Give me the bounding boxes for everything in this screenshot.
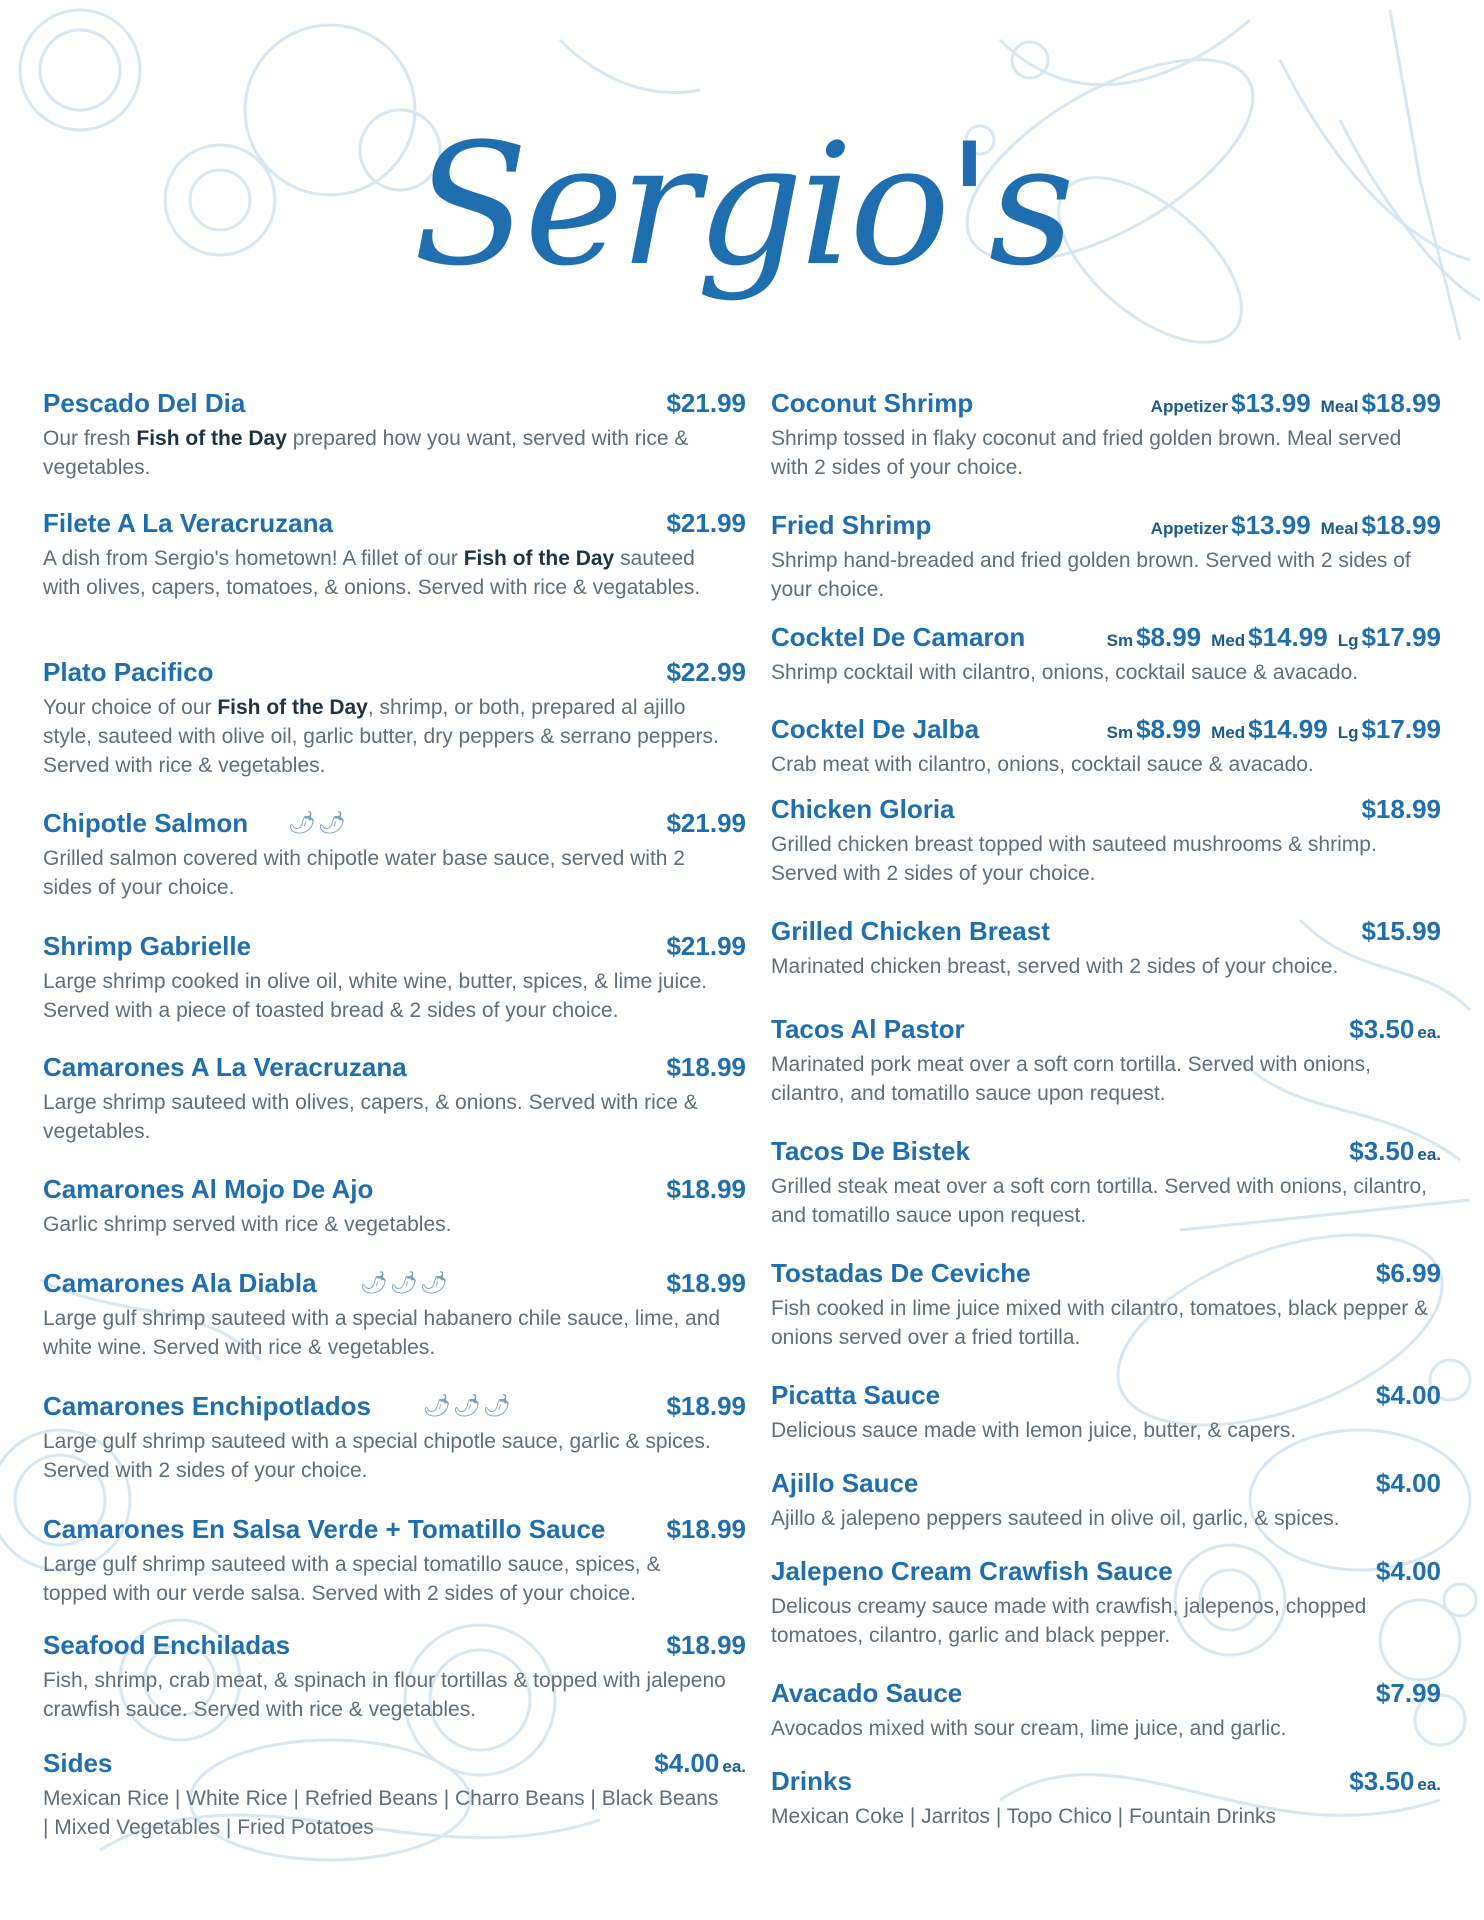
- menu-item-header: [43, 1748, 746, 1784]
- item-name: Tostadas De Ceviche: [771, 1258, 1031, 1288]
- item-description: Large gulf shrimp sauteed with a special chipotle sauce, garlic & spices. Served with 2 sides of your choice.: [43, 1430, 711, 1482]
- price-amount: $4.00: [1375, 1556, 1441, 1586]
- menu-item: [771, 916, 1441, 981]
- menu-item-header: [771, 1014, 1441, 1050]
- menu-item-header: [771, 1468, 1441, 1504]
- price-amount: $22.99: [666, 657, 746, 687]
- item-price: [1107, 714, 1441, 745]
- menu-item-header: [43, 1514, 746, 1550]
- item-price: [663, 1268, 746, 1299]
- menu-item: [43, 388, 746, 482]
- menu-item: [43, 1630, 746, 1724]
- chili-pepper-icon: 🌶🌶: [288, 810, 348, 835]
- price-amount: $4.00: [1375, 1468, 1441, 1498]
- menu-item-header: [771, 916, 1441, 952]
- item-price: [1358, 794, 1441, 825]
- item-name: Seafood Enchiladas: [43, 1630, 291, 1660]
- item-name: Camarones Enchipotlados: [43, 1391, 371, 1421]
- size-label: Sm: [1106, 631, 1134, 650]
- menu-item-header: [771, 794, 1441, 830]
- menu-item: [43, 1748, 746, 1842]
- menu-item-header: [771, 622, 1441, 658]
- menu-item: [771, 1556, 1441, 1650]
- item-name: Chicken Gloria: [771, 794, 955, 824]
- item-price: [1107, 622, 1441, 653]
- item-name: Plato Pacifico: [43, 657, 214, 687]
- size-label: Meal: [1320, 397, 1359, 416]
- price-amount: $7.99: [1375, 1678, 1441, 1708]
- menu-item: [771, 794, 1441, 888]
- item-price: [663, 1391, 746, 1422]
- item-description: A dish from Sergio's hometown! A fillet of our Fish of the Day sauteed with olives, capers, tomatoes, & onions. Served with rice & vegatables.: [43, 547, 701, 599]
- size-price: $18.99: [1361, 388, 1441, 418]
- item-description: Large shrimp cooked in olive oil, white wine, butter, spices, & lime juice. Served with a piece of toasted bread & 2 sides of your choice.: [43, 970, 708, 1022]
- price-amount: $21.99: [666, 931, 746, 961]
- item-description: Garlic shrimp served with rice & vegetables.: [43, 1213, 452, 1236]
- size-price: $17.99: [1361, 714, 1441, 744]
- item-price: [663, 388, 746, 419]
- price-amount: $21.99: [666, 508, 746, 538]
- chili-pepper-icon: 🌶🌶🌶: [423, 1393, 513, 1418]
- item-price: [1358, 916, 1441, 947]
- item-name: Chipotle Salmon: [43, 808, 249, 838]
- size-label: Appetizer: [1150, 519, 1229, 538]
- price-amount: $18.99: [666, 1174, 746, 1204]
- menu-item-header: [771, 714, 1441, 750]
- menu-item-header: [43, 1630, 746, 1666]
- menu-item: [771, 1468, 1441, 1533]
- menu-item: [771, 1678, 1441, 1743]
- menu-item: [43, 1391, 746, 1485]
- item-name: Ajillo Sauce: [771, 1468, 919, 1498]
- price-amount: $18.99: [666, 1268, 746, 1298]
- size-price: $14.99: [1248, 622, 1328, 652]
- size-price: $14.99: [1248, 714, 1328, 744]
- item-name: Camarones En Salsa Verde + Tomatillo Sauce: [43, 1514, 606, 1544]
- item-description: Shrimp hand-breaded and fried golden brown. Served with 2 sides of your choice.: [771, 549, 1411, 601]
- item-name: Shrimp Gabrielle: [43, 931, 252, 961]
- item-description: Fish, shrimp, crab meat, & spinach in flour tortillas & topped with jalepeno crawfish sauce. Served with rice & vegetables.: [43, 1669, 726, 1721]
- item-name: Jalepeno Cream Crawfish Sauce: [771, 1556, 1173, 1586]
- item-price: [1373, 1380, 1441, 1411]
- item-description: Grilled chicken breast topped with sauteed mushrooms & shrimp. Served with 2 sides of your choice.: [771, 833, 1377, 885]
- restaurant-logo: [0, 55, 1484, 355]
- item-description: Your choice of our Fish of the Day, shrimp, or both, prepared al ajillo style, sauteed with olive oil, garlic butter, dry peppers & serrano peppers. Served with rice & vegetables.: [43, 696, 719, 777]
- item-description: Ajillo & jalepeno peppers sauteed in olive oil, garlic, & spices.: [771, 1507, 1340, 1530]
- menu-item: [43, 1052, 746, 1146]
- menu-item-header: [43, 1174, 746, 1210]
- price-suffix: ea.: [1417, 1023, 1441, 1042]
- menu-item: [43, 808, 746, 902]
- item-description: Shrimp cocktail with cilantro, onions, cocktail sauce & avacado.: [771, 661, 1359, 684]
- menu-item-header: [43, 508, 746, 544]
- size-label: Med: [1211, 631, 1246, 650]
- item-price: [663, 1514, 746, 1545]
- menu-item-header: [771, 510, 1441, 546]
- menu-item: [771, 1766, 1441, 1831]
- item-price: [663, 1052, 746, 1083]
- size-price: $8.99: [1136, 622, 1202, 652]
- price-amount: $15.99: [1361, 916, 1441, 946]
- item-price: [1346, 1766, 1441, 1797]
- item-description: Shrimp tossed in flaky coconut and fried golden brown. Meal served with 2 sides of your choice.: [771, 427, 1402, 479]
- item-description: Delicious sauce made with lemon juice, butter, & capers.: [771, 1419, 1297, 1442]
- menu-item: [771, 510, 1441, 604]
- item-name: Tacos Al Pastor: [771, 1014, 965, 1044]
- menu-item: [771, 1136, 1441, 1230]
- price-suffix: ea.: [1417, 1145, 1441, 1164]
- item-name: Fried Shrimp: [771, 510, 932, 540]
- item-description: Mexican Rice | White Rice | Refried Beans | Charro Beans | Black Beans | Mixed Vegetables | Fried Potatoes: [43, 1787, 719, 1839]
- item-name: Cocktel De Jalba: [771, 714, 980, 744]
- chili-pepper-icon: 🌶🌶🌶: [360, 1270, 450, 1295]
- menu-item: [43, 1514, 746, 1608]
- item-description: Grilled salmon covered with chipotle water base sauce, served with 2 sides of your choice.: [43, 847, 685, 899]
- size-label: Med: [1211, 723, 1246, 742]
- highlight-text: Fish of the Day: [136, 427, 287, 450]
- highlight-text: Fish of the Day: [463, 547, 615, 570]
- menu-item: [43, 1268, 746, 1362]
- item-description: Marinated pork meat over a soft corn tortilla. Served with onions, cilantro, and tomatillo sauce upon request.: [771, 1053, 1371, 1105]
- menu-item-header: [771, 1136, 1441, 1172]
- menu-item-header: [43, 1268, 746, 1304]
- price-amount: $21.99: [666, 808, 746, 838]
- menu-item: [771, 714, 1441, 779]
- item-name: Tacos De Bistek: [771, 1136, 970, 1166]
- item-price: [1151, 388, 1441, 419]
- price-amount: $6.99: [1375, 1258, 1441, 1288]
- size-price: $8.99: [1136, 714, 1202, 744]
- menu-item-header: [771, 1766, 1441, 1802]
- price-amount: $3.50: [1349, 1136, 1415, 1166]
- item-description: Delicous creamy sauce made with crawfish, jalepenos, chopped tomatoes, cilantro, garlic and black pepper.: [771, 1595, 1367, 1647]
- item-price: [1346, 1136, 1441, 1167]
- item-name: Avacado Sauce: [771, 1678, 963, 1708]
- price-suffix: ea.: [1417, 1775, 1441, 1794]
- menu-item-header: [771, 1556, 1441, 1592]
- item-price: [663, 657, 746, 688]
- menu-item-header: [43, 1391, 746, 1427]
- price-amount: $4.00: [1375, 1380, 1441, 1410]
- price-suffix: ea.: [722, 1757, 746, 1776]
- price-amount: $21.99: [666, 388, 746, 418]
- price-amount: $18.99: [1361, 794, 1441, 824]
- menu-item-header: [43, 388, 746, 424]
- item-price: [1373, 1468, 1441, 1499]
- item-price: [1373, 1258, 1441, 1289]
- item-price: [663, 931, 746, 962]
- item-name: Filete A La Veracruzana: [43, 508, 333, 538]
- item-price: [663, 1174, 746, 1205]
- item-price: [651, 1748, 746, 1779]
- menu-item: [771, 1380, 1441, 1445]
- price-amount: $18.99: [666, 1630, 746, 1660]
- item-description: Large shrimp sauteed with olives, capers, & onions. Served with rice & vegetables.: [43, 1091, 698, 1143]
- item-price: [1151, 510, 1441, 541]
- item-name: Camarones A La Veracruzana: [43, 1052, 407, 1082]
- size-label: Sm: [1106, 723, 1134, 742]
- item-name: Sides: [43, 1748, 113, 1778]
- menu-item-header: [43, 1052, 746, 1088]
- item-price: [663, 1630, 746, 1661]
- item-price: [1373, 1556, 1441, 1587]
- price-amount: $3.50: [1349, 1766, 1415, 1796]
- item-price: [1346, 1014, 1441, 1045]
- menu-item-header: [771, 1258, 1441, 1294]
- size-label: Meal: [1320, 519, 1359, 538]
- item-name: Coconut Shrimp: [771, 388, 974, 418]
- highlight-text: Fish of the Day: [217, 696, 368, 719]
- item-description: Avocados mixed with sour cream, lime juice, and garlic.: [771, 1717, 1287, 1740]
- item-description: Large gulf shrimp sauteed with a special habanero chile sauce, lime, and white wine. Served with rice & vegetables.: [43, 1307, 721, 1359]
- size-price: $13.99: [1231, 388, 1311, 418]
- menu-item-header: [43, 931, 746, 967]
- menu-item-header: [43, 808, 746, 844]
- item-name: Grilled Chicken Breast: [771, 916, 1050, 946]
- size-price: $13.99: [1231, 510, 1311, 540]
- price-amount: $18.99: [666, 1514, 746, 1544]
- item-name: Camarones Al Mojo De Ajo: [43, 1174, 374, 1204]
- item-price: [663, 808, 746, 839]
- price-amount: $4.00: [654, 1748, 720, 1778]
- size-label: Lg: [1337, 631, 1359, 650]
- menu-item: [771, 1014, 1441, 1108]
- menu-item: [771, 622, 1441, 687]
- item-description: Fish cooked in lime juice mixed with cilantro, tomatoes, black pepper & onions served over a fried tortilla.: [771, 1297, 1429, 1349]
- item-description: Our fresh Fish of the Day prepared how you want, served with rice & vegetables.: [43, 427, 689, 479]
- size-price: $18.99: [1361, 510, 1441, 540]
- item-price: [1373, 1678, 1441, 1709]
- menu-item-header: [43, 657, 746, 693]
- item-price: [663, 508, 746, 539]
- item-name: Camarones Ala Diabla: [43, 1268, 317, 1298]
- size-price: $17.99: [1361, 622, 1441, 652]
- item-description: Mexican Coke | Jarritos | Topo Chico | Fountain Drinks: [771, 1805, 1277, 1828]
- menu-item: [43, 657, 746, 780]
- menu-item: [43, 1174, 746, 1239]
- size-label: Appetizer: [1150, 397, 1229, 416]
- restaurant-name: Sergio's: [413, 107, 1071, 303]
- item-name: Cocktel De Camaron: [771, 622, 1026, 652]
- price-amount: $3.50: [1349, 1014, 1415, 1044]
- menu-item-header: [771, 1380, 1441, 1416]
- menu-item-header: [771, 1678, 1441, 1714]
- item-name: Drinks: [771, 1766, 852, 1796]
- price-amount: $18.99: [666, 1391, 746, 1421]
- item-description: Grilled steak meat over a soft corn tortilla. Served with onions, cilantro, and tomatillo sauce upon request.: [771, 1175, 1427, 1227]
- item-description: Crab meat with cilantro, onions, cocktail sauce & avacado.: [771, 753, 1314, 776]
- item-name: Pescado Del Dia: [43, 388, 246, 418]
- menu-item-header: [771, 388, 1441, 424]
- menu-item: [771, 1258, 1441, 1352]
- item-description: Marinated chicken breast, served with 2 sides of your choice.: [771, 955, 1339, 978]
- item-name: Picatta Sauce: [771, 1380, 941, 1410]
- menu-item: [771, 388, 1441, 482]
- menu-item: [43, 931, 746, 1025]
- price-amount: $18.99: [666, 1052, 746, 1082]
- size-label: Lg: [1337, 723, 1359, 742]
- item-description: Large gulf shrimp sauteed with a special tomatillo sauce, spices, & topped with our verde salsa. Served with 2 sides of your choice.: [43, 1553, 661, 1605]
- menu-item: [43, 508, 746, 602]
